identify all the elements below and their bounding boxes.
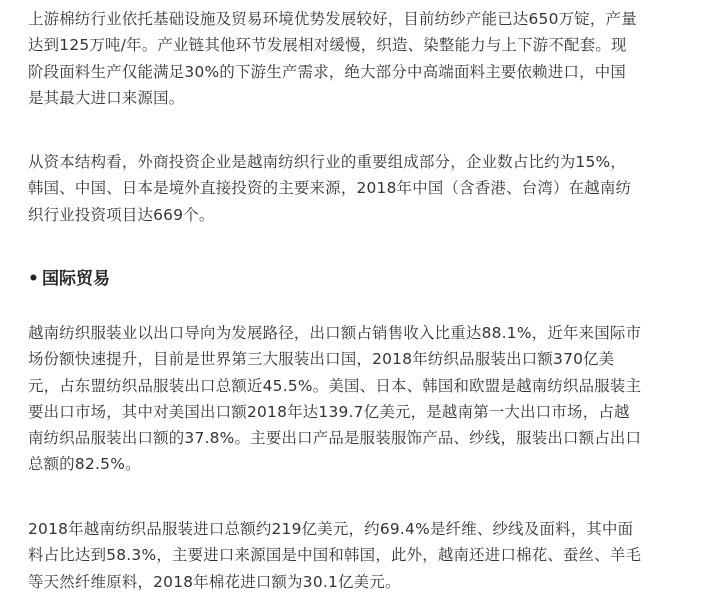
text-line: 南纺织品服装出口额的37.8%。主要出口产品是服装服饰产品、纱线，服装出口额占出口: [28, 429, 642, 448]
text-line: 达到125万吨/年。产业链其他环节发展相对缓慢，织造、染整能力与上下游不配套。现: [28, 36, 627, 55]
text-line: 阶段面料生产仅能满足30%的下游生产需求，绝大部分中高端面料主要依赖进口，中国: [28, 62, 627, 81]
text-line: 上游棉纺行业依托基础设施及贸易环境优势发展较好，目前纺纱产能已达650万锭，产量: [28, 10, 637, 28]
text-line: 韩国、中国、日本是境外直接投资的主要来源，2018年中国（含香港、台湾）在越南纺: [28, 179, 632, 198]
section-heading-text: 国际贸易: [42, 269, 110, 289]
text-line: 料占比达到58.3%，主要进口来源国是中国和韩国，此外，越南还进口棉花、蚕丝、羊毛: [28, 546, 642, 565]
section-heading-international-trade: [28, 266, 110, 292]
paragraph-exports: [28, 320, 700, 478]
paragraph-cotton-industry: [28, 6, 700, 111]
text-line: 场份额快速提升，目前是世界第三大服装出口国，2018年纺织品服装出口额370亿美: [28, 350, 615, 369]
text-line: 元，占东盟纺织品服装出口总额近45.5%。美国、日本、韩国和欧盟是越南纺织品服装主: [28, 376, 642, 395]
text-line: 总额的82.5%。: [28, 455, 141, 474]
paragraph-capital-structure: [28, 149, 700, 228]
text-line: 等天然纤维原料，2018年棉花进口额为30.1亿美元。: [28, 572, 401, 591]
bullet-icon: •: [28, 269, 39, 289]
text-line: 2018年越南纺织品服装进口总额约219亿美元，约69.4%是纤维、纱线及面料，其中面: [28, 520, 634, 538]
text-line: 越南纺织服装业以出口导向为发展路径，出口额占销售收入比重达88.1%，近年来国际市: [28, 324, 642, 342]
text-line: 要出口市场，其中对美国出口额2018年达139.7亿美元，是越南第一大出口市场，占越: [28, 402, 630, 421]
text-line: 是其最大进口来源国。: [28, 88, 185, 107]
paragraph-imports: [28, 516, 700, 595]
text-line: 织行业投资项目达669个。: [28, 205, 215, 224]
text-line: 从资本结构看，外商投资企业是越南纺织行业的重要组成部分，企业数占比约为15%，: [28, 153, 627, 171]
